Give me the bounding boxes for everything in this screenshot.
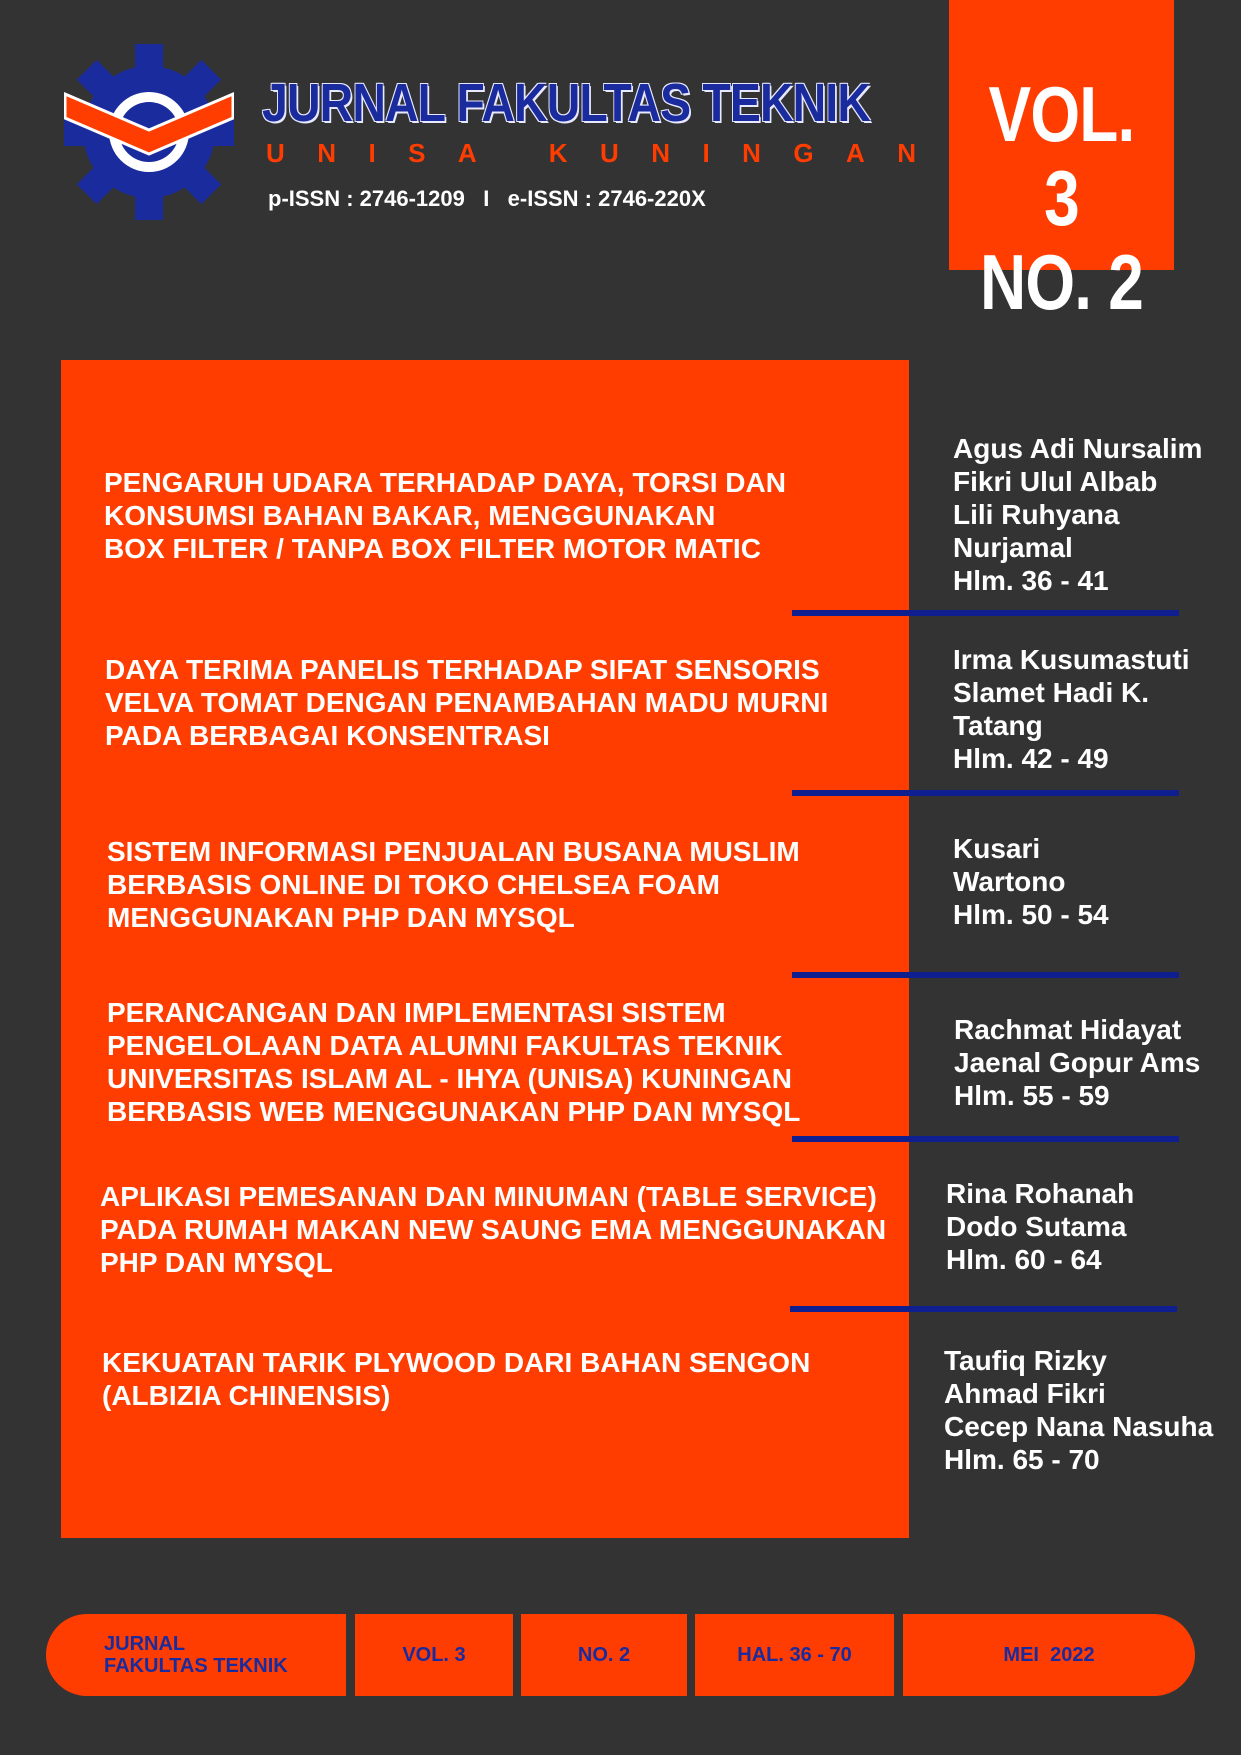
article-title: SISTEM INFORMASI PENJUALAN BUSANA MUSLIM BERBASIS ONLINE DI TOKO CHELSEA FOAM MENGGUNAKAN PHP DAN MYSQL	[107, 836, 800, 933]
article-title: KEKUATAN TARIK PLYWOOD DARI BAHAN SENGON (ALBIZIA CHINENSIS)	[102, 1347, 811, 1411]
footer-date: MEI 2022	[903, 1614, 1195, 1696]
subtitle-gap	[509, 138, 516, 169]
article-authors: Taufiq Rizky Ahmad Fikri Cecep Nana Nasuha Hlm. 65 - 70	[944, 1345, 1214, 1475]
article-authors: Agus Adi Nursalim Fikri Ulul Albab Lili Ruhyana Nurjamal Hlm. 36 - 41	[953, 433, 1203, 596]
divider	[792, 610, 1179, 616]
footer-number: NO. 2	[521, 1614, 687, 1696]
volume-label: VOL. 3	[988, 70, 1135, 242]
divider	[792, 972, 1179, 978]
subtitle-letter: U	[266, 138, 285, 168]
divider	[790, 1306, 1177, 1312]
subtitle-letter: N	[742, 138, 761, 168]
article-authors: Rachmat Hidayat Jaenal Gopur Ams Hlm. 55 - 59	[954, 1014, 1201, 1111]
subtitle-letter: S	[408, 138, 426, 168]
subtitle-letter: I	[702, 138, 710, 168]
subtitle-letter: G	[793, 138, 814, 168]
gear-book-logo-icon	[64, 40, 234, 220]
subtitle-letter: A	[846, 138, 865, 168]
article-title: DAYA TERIMA PANELIS TERHADAP SIFAT SENSORIS VELVA TOMAT DENGAN PENAMBAHAN MADU MURNI PADA BERBAGAI KONSENTRASI	[105, 654, 829, 751]
article-title: APLIKASI PEMESANAN DAN MINUMAN (TABLE SERVICE) PADA RUMAH MAKAN NEW SAUNG EMA MENGGUNAKAN PHP DAN MYSQL	[100, 1181, 887, 1278]
number-label: NO. 2	[980, 238, 1143, 326]
issn-line: p-ISSN : 2746-1209 I e-ISSN : 2746-220X	[268, 186, 706, 211]
subtitle-letter: A	[457, 138, 477, 168]
footer-volume: VOL. 3	[355, 1614, 513, 1696]
subtitle-letter: N	[651, 138, 670, 168]
footer-journal-line1: JURNAL	[104, 1633, 186, 1655]
article-title: PERANCANGAN DAN IMPLEMENTASI SISTEM PENGELOLAAN DATA ALUMNI FAKULTAS TEKNIK UNIVERSITAS ISLAM AL - IHYA (UNISA) KUNINGAN BERBASIS WEB MENGGUNAKAN PHP DAN MYSQL	[107, 997, 801, 1127]
subtitle-letter: U	[600, 138, 619, 168]
article-title: PENGARUH UDARA TERHADAP DAYA, TORSI DAN KONSUMSI BAHAN BAKAR, MENGGUNAKAN BOX FILTER / TANPA BOX FILTER MOTOR MATIC	[104, 467, 786, 564]
footer-pages: HAL. 36 - 70	[695, 1614, 894, 1696]
article-authors: Rina Rohanah Dodo Sutama Hlm. 60 - 64	[946, 1178, 1135, 1275]
subtitle-letter: N	[897, 138, 916, 168]
subtitle-letter: K	[548, 138, 568, 168]
footer-journal-name	[46, 1614, 346, 1696]
article-authors: Irma Kusumastuti Slamet Hadi K. Tatang Hlm. 42 - 49	[953, 644, 1190, 774]
volume-badge	[949, 0, 1174, 326]
divider	[792, 1136, 1179, 1142]
subtitle-letter: I	[368, 138, 376, 168]
footer-journal-line2: FAKULTAS TEKNIK	[104, 1655, 288, 1677]
subtitle-letter: N	[317, 138, 336, 168]
journal-subtitle	[266, 138, 916, 169]
journal-title: JURNAL FAKULTAS TEKNIK	[262, 73, 871, 133]
article-authors: Kusari Wartono Hlm. 50 - 54	[953, 833, 1109, 930]
divider	[792, 790, 1179, 796]
